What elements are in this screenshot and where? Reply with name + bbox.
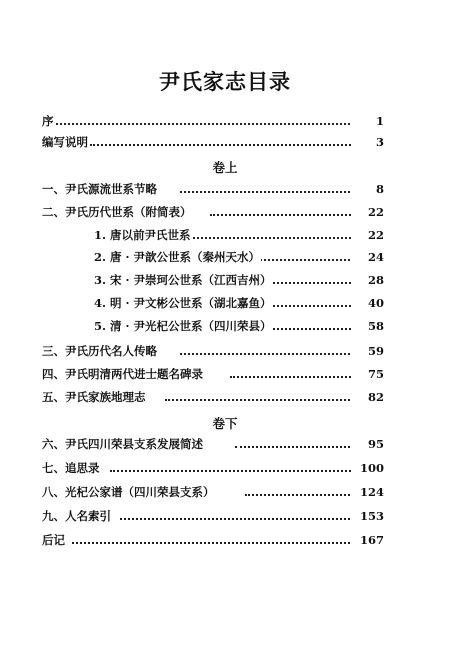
toc-subentry <box>0 294 450 312</box>
toc-entry-page: 22 <box>352 203 384 221</box>
toc-entry <box>0 507 450 525</box>
toc-entry-label: 2. 唐 · 尹歆公世系（秦州天水） <box>94 250 261 264</box>
toc-entry-label: 后记 <box>42 533 65 547</box>
dot-leader <box>180 191 370 193</box>
dot-leader <box>90 144 370 146</box>
toc-entry-page: 3 <box>352 133 384 151</box>
toc-subentry <box>0 317 450 335</box>
toc-subentry <box>0 271 450 289</box>
toc-entry-page: 40 <box>352 294 384 312</box>
toc-entry-label: 五、尹氏家族地理志 <box>42 390 146 404</box>
toc-entry <box>0 342 450 360</box>
dot-leader <box>120 518 370 520</box>
toc-entry-label: 一、尹氏源流世系节略 <box>42 182 157 196</box>
dot-leader <box>210 214 370 216</box>
toc-entry-page: 24 <box>352 248 384 266</box>
toc-entry-label: 二、尹氏历代世系（附简表） <box>42 205 192 219</box>
section-heading-volume-up: 卷上 <box>212 160 238 175</box>
toc-entry-label: 四、尹氏明清两代进士题名碑录 <box>42 367 203 381</box>
toc-entry <box>0 365 450 383</box>
toc-entry <box>0 459 450 477</box>
toc-entry-page: 22 <box>352 226 384 244</box>
toc-subentry <box>0 248 450 266</box>
toc-entry-label: 三、尹氏历代名人传略 <box>42 344 157 358</box>
toc-entry-page: 28 <box>352 271 384 289</box>
toc-entry <box>0 531 450 549</box>
toc-entry-page: 8 <box>352 180 384 198</box>
toc-entry-page: 1 <box>352 112 384 130</box>
toc-entry-label: 3. 宋 · 尹崇珂公世系（江西吉州） <box>94 273 272 287</box>
toc-entry <box>0 203 450 221</box>
toc-entry <box>0 180 450 198</box>
toc-entry-preface <box>0 112 450 130</box>
toc-entry-label: 九、人名索引 <box>42 509 111 523</box>
toc-entry-label: 1. 唐以前尹氏世系 <box>94 228 191 242</box>
toc-entry-label: 七、追思录 <box>42 461 100 475</box>
toc-entry-page: 75 <box>352 365 384 383</box>
toc-entry-page: 95 <box>352 435 384 453</box>
toc-entry-page: 58 <box>352 317 384 335</box>
toc-entry-label: 序 <box>42 114 54 128</box>
dot-leader <box>190 237 370 239</box>
toc-entry-label: 八、光杞公家谱（四川荣县支系） <box>42 485 215 499</box>
toc-entry <box>0 435 450 453</box>
toc-subentry <box>0 226 450 244</box>
toc-entry <box>0 483 450 501</box>
section-heading-volume-down: 卷下 <box>212 416 238 431</box>
toc-entry <box>0 388 450 406</box>
dot-leader <box>180 353 370 355</box>
toc-entry-label: 六、尹氏四川荣县支系发展简述 <box>42 437 203 451</box>
toc-entry-page: 124 <box>352 483 384 501</box>
toc-entry-page: 82 <box>352 388 384 406</box>
toc-entry-page: 100 <box>352 459 384 477</box>
dot-leader <box>235 446 370 448</box>
toc-entry-label: 编写说明 <box>42 135 88 149</box>
page-title: 尹氏家志目录 <box>159 69 291 94</box>
dot-leader <box>110 470 370 472</box>
dot-leader <box>48 123 370 125</box>
toc-entry-page: 153 <box>352 507 384 525</box>
toc-entry-label: 4. 明 · 尹文彬公世系（湖北嘉鱼） <box>94 296 272 310</box>
dot-leader <box>230 376 370 378</box>
toc-entry-label: 5. 清 · 尹光杞公世系（四川荣县） <box>94 319 272 333</box>
toc-entry-editorial-notes <box>0 133 450 151</box>
toc-entry-page: 167 <box>352 531 384 549</box>
toc-entry-page: 59 <box>352 342 384 360</box>
dot-leader <box>165 399 370 401</box>
dot-leader <box>72 542 370 544</box>
